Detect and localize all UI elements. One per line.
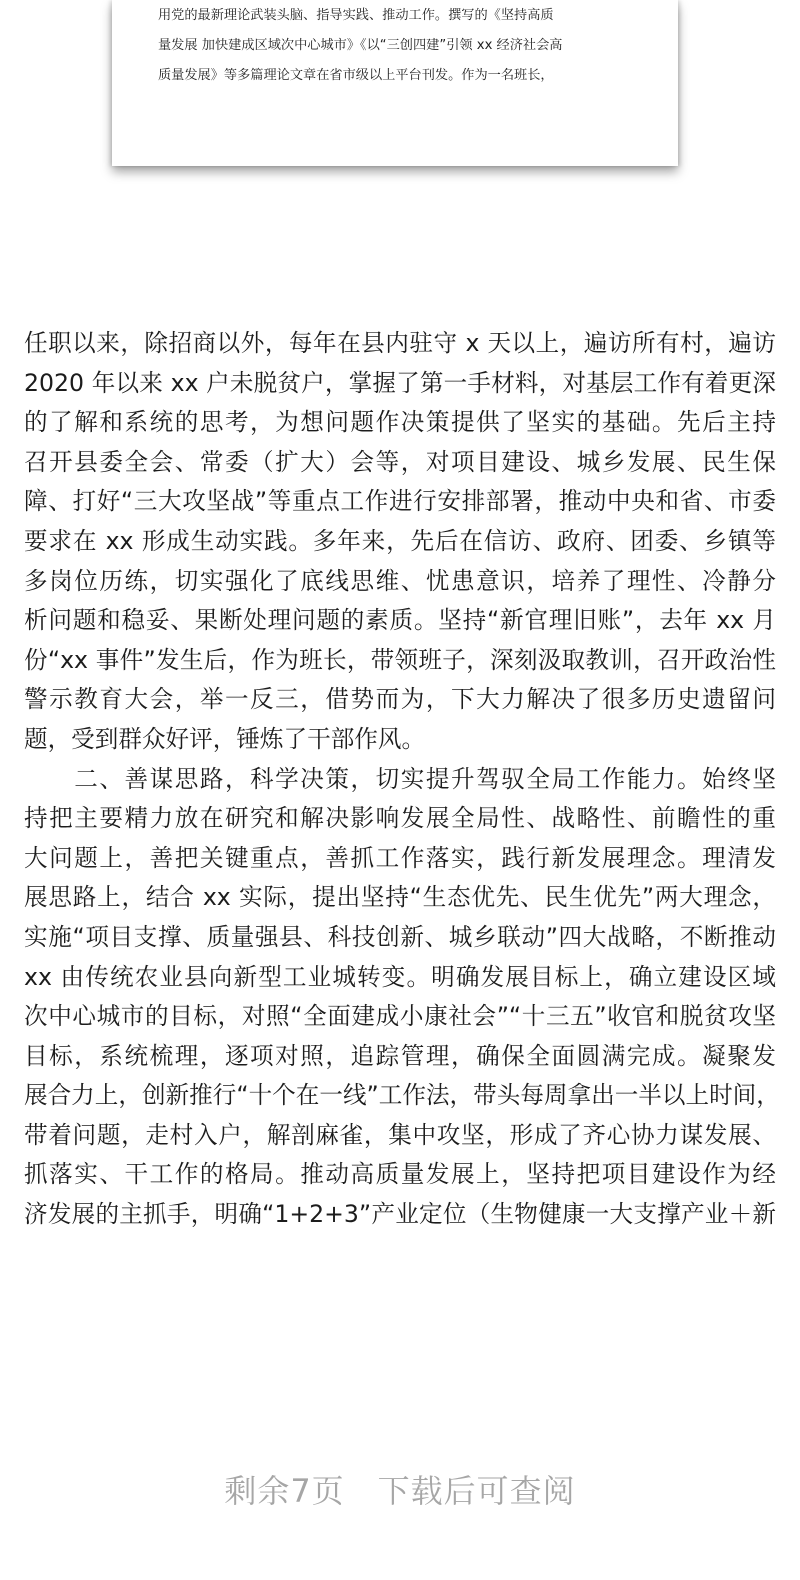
body-line: 题，受到群众好评，锤炼了干部作风。 <box>24 724 426 753</box>
preview-line: 用党的最新理论武装头脑、指导实践、推动工作。撰写的《坚持高质 <box>158 8 554 23</box>
preview-card <box>112 0 678 166</box>
body-line: 持把主要精力放在研究和解决影响发展全局性、战略性、前瞻性的重 <box>24 804 776 833</box>
body-line: 二、善谋思路，科学决策，切实提升驾驭全局工作能力。始终坚 <box>24 764 776 793</box>
body-line: 警示教育大会，举一反三，借势而为，下大力解决了很多历史遗留问 <box>24 685 776 714</box>
body-line: 的了解和系统的思考，为想问题作决策提供了坚实的基础。先后主持 <box>24 408 776 437</box>
body-line: 份“xx 事件”发生后，作为班长，带领班子，深刻汲取教训，召开政治性 <box>24 645 776 674</box>
body-line: 障、打好“三大攻坚战”等重点工作进行安排部署，推动中央和省、市委 <box>24 487 776 516</box>
body-line: 析问题和稳妥、果断处理问题的素质。坚持“新官理旧账”，去年 xx 月 <box>24 606 776 635</box>
body-line: 带着问题，走村入户，解剖麻雀，集中攻坚，形成了齐心协力谋发展、 <box>24 1120 776 1149</box>
body-line: 召开县委全会、常委（扩大）会等，对项目建设、城乡发展、民生保 <box>24 447 776 476</box>
body-line: 济发展的主抓手，明确“1+2+3”产业定位（生物健康一大支撑产业＋新 <box>24 1200 776 1229</box>
body-line: 次中心城市的目标，对照“全面建成小康社会”“十三五”收官和脱贫攻坚 <box>24 1002 776 1031</box>
body-line: 要求在 xx 形成生动实践。多年来，先后在信访、政府、团委、乡镇等 <box>24 526 776 555</box>
body-line: 2020 年以来 xx 户未脱贫户，掌握了第一手材料，对基层工作有着更深 <box>24 368 776 397</box>
remaining-pages-notice[interactable]: 剩余7页 下载后可查阅 <box>224 1472 576 1510</box>
body-line: 展合力上，创新推行“十个在一线”工作法，带头每周拿出一半以上时间， <box>24 1081 780 1110</box>
body-line: 大问题上，善把关键重点，善抓工作落实，践行新发展理念。理清发 <box>24 843 776 872</box>
document-body <box>24 324 780 1235</box>
body-line: 抓落实、干工作的格局。推动高质量发展上，坚持把项目建设作为经 <box>24 1160 776 1189</box>
body-line: 任职以来，除招商以外，每年在县内驻守 x 天以上，遍访所有村，遍访 <box>24 329 776 357</box>
body-line: 多岗位历练，切实强化了底线思维、忧患意识，培养了理性、冷静分 <box>24 566 776 595</box>
body-line: xx 由传统农业县向新型工业城转变。明确发展目标上，确立建设区域 <box>24 962 776 991</box>
body-line: 实施“项目支撑、质量强县、科技创新、城乡联动”四大战略，不断推动 <box>24 922 776 951</box>
body-line: 目标，系统梳理，逐项对照，追踪管理，确保全面圆满完成。凝聚发 <box>24 1041 776 1070</box>
preview-line: 质量发展》等多篇理论文章在省市级以上平台刊发。作为一名班长， <box>158 68 554 83</box>
body-line: 展思路上，结合 xx 实际，提出坚持“生态优先、民生优先”两大理念， <box>24 883 776 912</box>
preview-line: 量发展 加快建成区域次中心城市》《以“三创四建”引领 xx 经济社会高 <box>158 38 563 53</box>
